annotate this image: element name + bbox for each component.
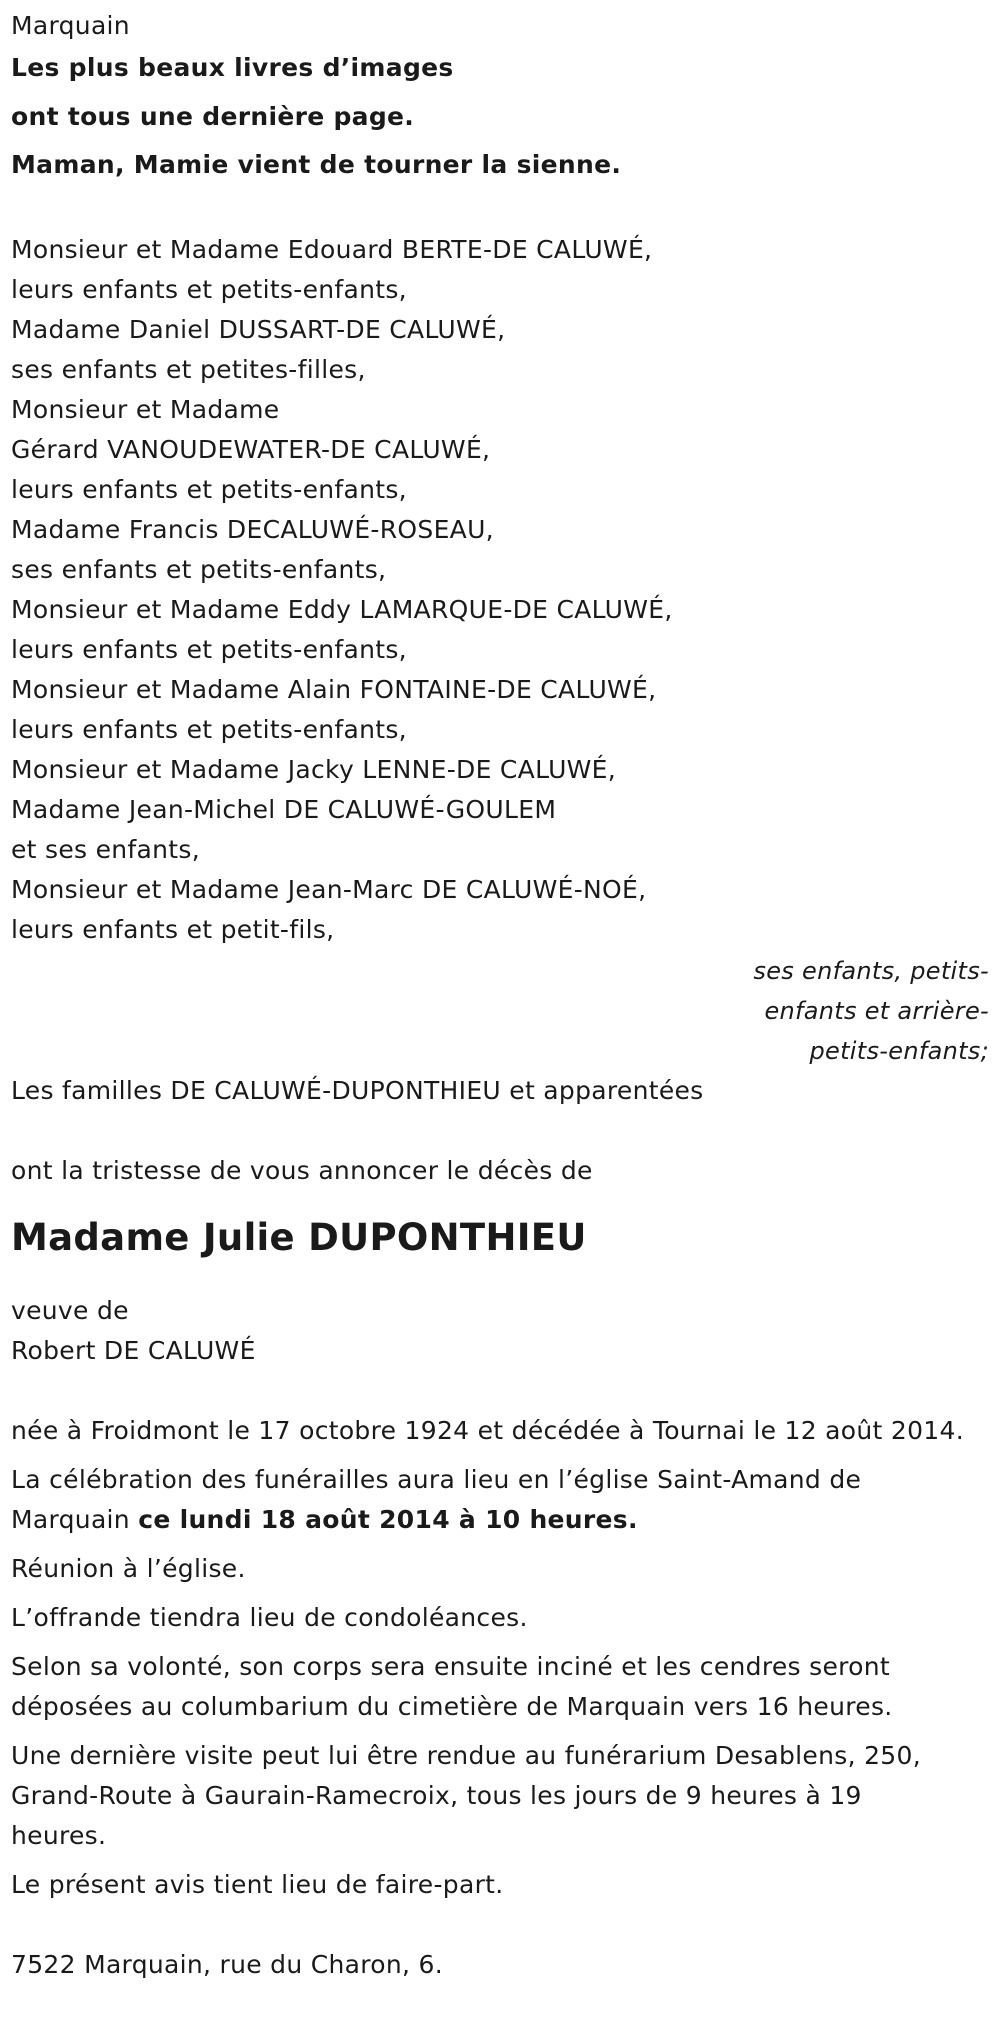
family-list <box>11 230 996 950</box>
visit-line-3: heures. <box>11 1820 107 1850</box>
descendants-line-3: petits-enfants; <box>809 1036 989 1065</box>
spacer <box>11 1905 1000 1945</box>
family-line: leurs enfants et petits-enfants, <box>11 714 407 744</box>
family-line: et ses enfants, <box>11 834 200 864</box>
family-line: Madame Daniel DUSSART-DE CALUWÉ, <box>11 314 506 344</box>
descendants-line-2: enfants et arrière- <box>764 996 989 1025</box>
spouse-name: Robert DE CALUWÉ <box>11 1335 256 1365</box>
ceremony-block <box>11 1460 1000 1540</box>
families-line: Les familles DE CALUWÉ-DUPONTHIEU et apparentées <box>11 1075 704 1105</box>
meeting-block <box>11 1549 1000 1589</box>
family-line: ses enfants et petites-filles, <box>11 354 366 384</box>
visit-block <box>11 1736 1000 1856</box>
offering-text: L’offrande tiendra lieu de condoléances. <box>11 1602 528 1632</box>
cremation-line-1: Selon sa volonté, son corps sera ensuite inciné et les cendres seront <box>11 1651 890 1681</box>
address-line: 7522 Marquain, rue du Charon, 6. <box>11 1949 443 1979</box>
meeting-text: Réunion à l’église. <box>11 1553 246 1583</box>
announce-line: ont la tristesse de vous annoncer le décès de <box>11 1155 593 1185</box>
notice-text: Le présent avis tient lieu de faire-part. <box>11 1869 504 1899</box>
verse-line-1: Les plus beaux livres d’images <box>11 53 454 82</box>
birth-death-text: née à Froidmont le 17 octobre 1924 et décédée à Tournai le 12 août 2014. <box>11 1415 964 1445</box>
family-line: Madame Francis DECALUWÉ-ROSEAU, <box>11 514 494 544</box>
funeral-info <box>11 1411 1000 1905</box>
family-line: Monsieur et Madame Jean-Marc DE CALUWÉ-NOÉ, <box>11 874 647 904</box>
ceremony-line-2 <box>11 1500 1000 1540</box>
family-line: leurs enfants et petits-enfants, <box>11 634 407 664</box>
family-line: Monsieur et Madame Jacky LENNE-DE CALUWÉ, <box>11 754 617 784</box>
cremation-line-2: déposées au columbarium du cimetière de Marquain vers 16 heures. <box>11 1691 893 1721</box>
notice-block <box>11 1865 1000 1905</box>
deceased-name: Madame Julie DUPONTHIEU <box>11 1215 587 1259</box>
verse-line-2: ont tous une dernière page. <box>11 101 415 131</box>
family-line: Monsieur et Madame Eddy LAMARQUE-DE CALUWÉ, <box>11 594 673 624</box>
family-line: leurs enfants et petits-enfants, <box>11 474 407 504</box>
family-line: Monsieur et Madame Alain FONTAINE-DE CALUWÉ, <box>11 674 657 704</box>
intro-section <box>11 8 1000 190</box>
descendants-line-1: ses enfants, petits- <box>753 956 989 985</box>
family-line: Madame Jean-Michel DE CALUWÉ-GOULEM <box>11 794 557 824</box>
visit-line-1: Une dernière visite peut lui être rendue au funérarium Desablens, 250, <box>11 1740 921 1770</box>
family-line: leurs enfants et petits-enfants, <box>11 274 407 304</box>
family-line: Gérard VANOUDEWATER-DE CALUWÉ, <box>11 434 491 464</box>
ceremony-date: ce lundi 18 août 2014 à 10 heures. <box>138 1504 638 1534</box>
place-name: Marquain <box>11 11 130 40</box>
ceremony-line-1: La célébration des funérailles aura lieu en l’église Saint-Amand de <box>11 1464 862 1494</box>
verse-line-3: Maman, Mamie vient de tourner la sienne. <box>11 150 622 179</box>
descendants-note <box>11 951 989 1071</box>
visit-line-2: Grand-Route à Gaurain-Ramecroix, tous les jours de 9 heures à 19 <box>11 1780 862 1810</box>
family-line: Monsieur et Madame Edouard BERTE-DE CALUWÉ, <box>11 234 653 264</box>
widow-prefix: veuve de <box>11 1295 129 1325</box>
spacer <box>11 1263 1000 1291</box>
family-line: Monsieur et Madame <box>11 394 280 424</box>
family-line: ses enfants et petits-enfants, <box>11 554 387 584</box>
spacer <box>11 1111 1000 1151</box>
family-line: leurs enfants et petit-fils, <box>11 914 335 944</box>
offering-block <box>11 1598 1000 1638</box>
cremation-block <box>11 1647 1000 1727</box>
spacer <box>11 1371 1000 1411</box>
birth-death-block <box>11 1411 1000 1451</box>
ceremony-place: Marquain <box>11 1504 139 1534</box>
